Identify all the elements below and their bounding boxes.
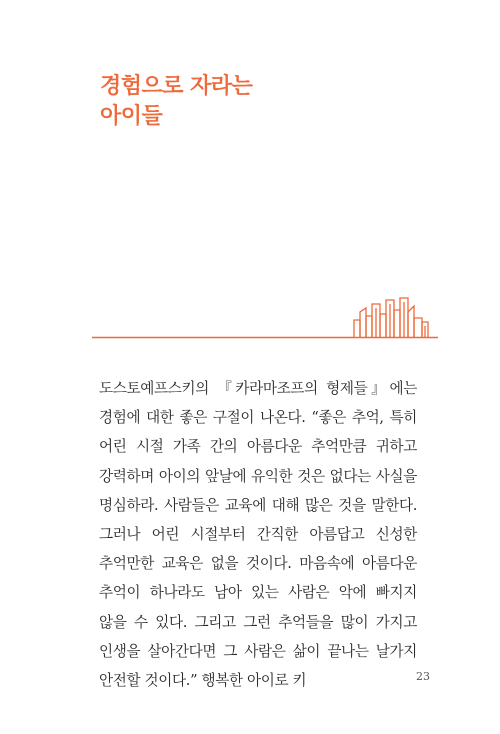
- chapter-title: [100, 72, 252, 132]
- cityscape-divider-icon: [92, 290, 438, 350]
- page-number: 23: [416, 670, 430, 683]
- chapter-title-line-2: 아이들: [100, 104, 163, 129]
- chapter-title-line-1: 경험으로 자라는: [100, 74, 253, 99]
- body-paragraph: 도스토예프스키의 『카라마조프의 형제들』에는 경험에 대한 좋은 구절이 나온다. “좋은 추억, 특히 어린 시절 가족 간의 아름다운 추억만큼 귀하고 강력하며 아이의 앞날에 유익한 것은 없다는 사실을 명심하라. 사람들은 교육에 대해 많은 것을 말한다. 그러나 어린 시절부터 간직한 아름답고 신성한 추억만한 교육은 없을 것이다. 마음속에 아름다운 추억이 하나라도 남아 있는 사람은 악에 빠지지 않을 수 있다. 그리고 그런 추억들을 많이 가지고 인생을 살아간다면 그 사람은 삶이 끝나는 날가지 안전할 것이다.” 행복한 아이로 키: [99, 380, 417, 690]
